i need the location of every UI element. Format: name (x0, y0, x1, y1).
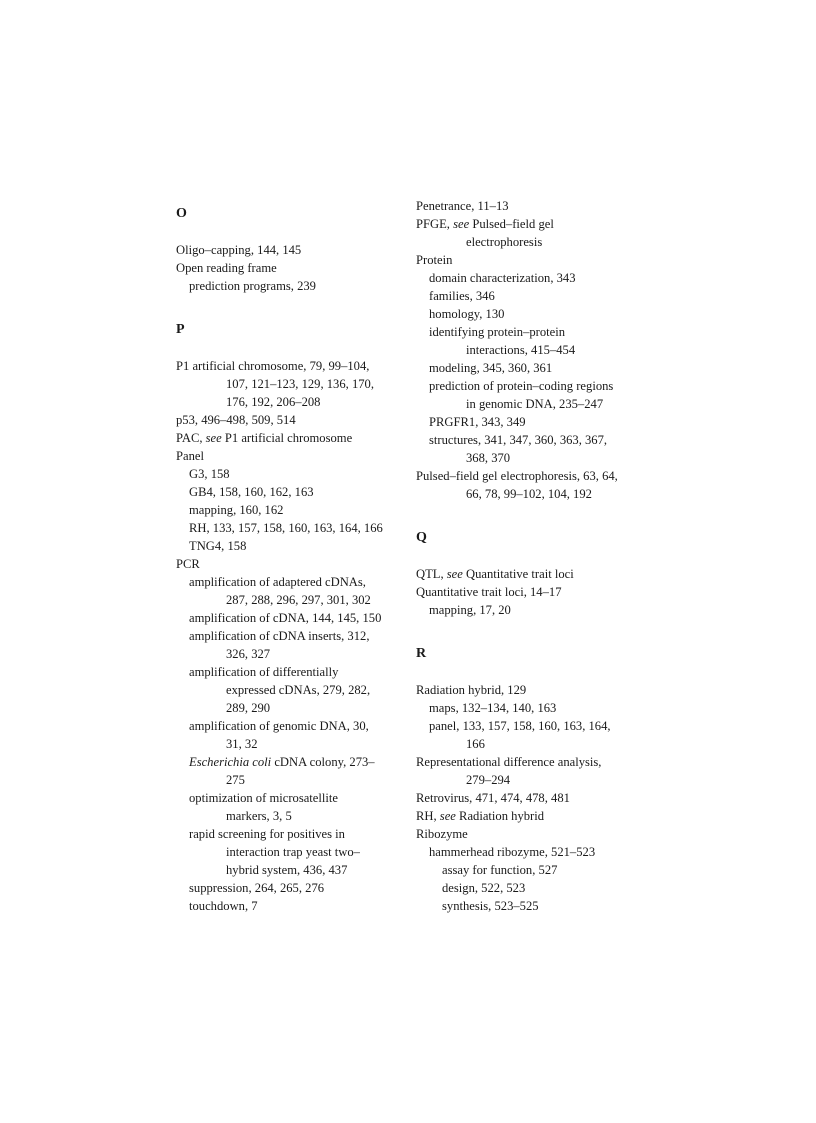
index-entry (176, 555, 401, 573)
index-entry-text: p53, 496–498, 509, 514 (176, 413, 296, 427)
index-entry-continuation: 368, 370 (466, 451, 511, 465)
index-entry (176, 609, 401, 627)
index-entry (416, 305, 646, 323)
index-entry (176, 429, 401, 447)
index-entry-text: Quantitative trait loci, 14–17 (416, 585, 562, 599)
index-entry-text: assay for function, 527 (442, 863, 558, 877)
index-entry-continuation: 107, 121–123, 129, 136, 170, (226, 377, 374, 391)
index-entry (176, 357, 401, 411)
index-entry (176, 483, 401, 501)
section-letter-r: R (416, 646, 427, 661)
index-entry-text: mapping, 17, 20 (429, 603, 511, 617)
index-entry (176, 879, 401, 897)
section-letter-p: P (176, 322, 185, 337)
index-entry-text: PAC, see P1 artificial chromosome (176, 431, 353, 445)
index-entry-text: Protein (416, 253, 453, 267)
index-entry (416, 565, 646, 583)
index-entry (176, 277, 401, 295)
index-entry (416, 359, 646, 377)
index-entry (176, 717, 401, 753)
index-entry (416, 861, 646, 879)
index-entry (416, 681, 646, 699)
index-entry-continuation: 287, 288, 296, 297, 301, 302 (226, 593, 371, 607)
index-entry (416, 413, 646, 431)
index-entry-text: RH, see Radiation hybrid (416, 809, 545, 823)
index-entry-text: Panel (176, 449, 204, 463)
index-entry (176, 573, 401, 609)
index-entry-continuation: in genomic DNA, 235–247 (466, 397, 604, 411)
index-entry-continuation: markers, 3, 5 (226, 809, 292, 823)
index-entry (176, 241, 401, 259)
index-entry-text: rapid screening for positives in (189, 827, 345, 841)
index-entry-text: Retrovirus, 471, 474, 478, 481 (416, 791, 570, 805)
index-entry-text: amplification of differentially (189, 665, 339, 679)
index-entry (176, 825, 401, 879)
index-entry-continuation: interaction trap yeast two– (226, 845, 360, 859)
index-entry (416, 753, 646, 789)
index-entry-continuation: hybrid system, 436, 437 (226, 863, 348, 877)
index-entry-text: amplification of cDNA inserts, 312, (189, 629, 370, 643)
index-entry (416, 843, 646, 861)
section-letter-q: Q (416, 530, 427, 545)
index-entry (416, 269, 646, 287)
index-entry-text: Representational difference analysis, (416, 755, 602, 769)
index-entry (416, 807, 646, 825)
index-entry-text: Open reading frame (176, 261, 277, 275)
index-entry-text: structures, 341, 347, 360, 363, 367, (429, 433, 608, 447)
index-entry-continuation: 326, 327 (226, 647, 271, 661)
index-entry-text: modeling, 345, 360, 361 (429, 361, 553, 375)
index-entry-text: optimization of microsatellite (189, 791, 338, 805)
index-entry (176, 789, 401, 825)
index-entry-text: touchdown, 7 (189, 899, 258, 913)
index-entry (416, 431, 646, 467)
index-entry (416, 377, 646, 413)
index-entry (416, 197, 646, 215)
index-entry-text: Oligo–capping, 144, 145 (176, 243, 302, 257)
index-entry-text: maps, 132–134, 140, 163 (429, 701, 557, 715)
index-entry-text: G3, 158 (189, 467, 230, 481)
index-entry-text: prediction programs, 239 (189, 279, 316, 293)
index-entry-continuation: 279–294 (466, 773, 511, 787)
index-entry-text: Pulsed–field gel electrophoresis, 63, 64, (416, 469, 618, 483)
index-entry (416, 825, 646, 843)
index-entry (176, 753, 401, 789)
index-entry (416, 583, 646, 601)
index-entry-continuation: interactions, 415–454 (466, 343, 576, 357)
index-entry-continuation: 176, 192, 206–208 (226, 395, 321, 409)
index-entry-continuation: 31, 32 (226, 737, 258, 751)
index-entry-text: PRGFR1, 343, 349 (429, 415, 526, 429)
index-entry (176, 411, 401, 429)
index-entry-text: homology, 130 (429, 307, 505, 321)
index-entry (416, 215, 646, 251)
index-entry (176, 537, 401, 555)
index-entry-text: Penetrance, 11–13 (416, 199, 509, 213)
index-entry-text: QTL, see Quantitative trait loci (416, 567, 574, 581)
index-entry (416, 251, 646, 269)
index-entry-text: Ribozyme (416, 827, 468, 841)
index-entry-text: PFGE, see Pulsed–field gel (416, 217, 554, 231)
index-entry-text: TNG4, 158 (189, 539, 247, 553)
index-entry-text: families, 346 (429, 289, 495, 303)
index-entry-text: mapping, 160, 162 (189, 503, 284, 517)
index-entry-text: RH, 133, 157, 158, 160, 163, 164, 166 (189, 521, 383, 535)
index-entry-text: synthesis, 523–525 (442, 899, 539, 913)
index-entry-text: Radiation hybrid, 129 (416, 683, 527, 697)
section-letter-o: O (176, 206, 187, 221)
index-entry (416, 287, 646, 305)
index-entry (416, 897, 646, 915)
index-entry (416, 323, 646, 359)
index-column-left (176, 197, 401, 915)
index-entry (416, 717, 646, 753)
index-entry (176, 897, 401, 915)
index-entry-text: amplification of genomic DNA, 30, (189, 719, 369, 733)
index-entry (176, 627, 401, 663)
index-entry-text: suppression, 264, 265, 276 (189, 881, 325, 895)
index-entry (416, 879, 646, 897)
index-entry (176, 519, 401, 537)
index-entry-text: amplification of cDNA, 144, 145, 150 (189, 611, 382, 625)
index-entry (416, 467, 646, 503)
index-entry-text: PCR (176, 557, 200, 571)
index-entry-continuation: 289, 290 (226, 701, 271, 715)
index-entry-text: amplification of adaptered cDNAs, (189, 575, 366, 589)
index-entry-text: hammerhead ribozyme, 521–523 (429, 845, 596, 859)
index-entry-continuation: 275 (226, 773, 245, 787)
index-entry-text: panel, 133, 157, 158, 160, 163, 164, (429, 719, 611, 733)
index-entry-text: domain characterization, 343 (429, 271, 576, 285)
index-entry-text: GB4, 158, 160, 162, 163 (189, 485, 314, 499)
index-entry-text: P1 artificial chromosome, 79, 99–104, (176, 359, 370, 373)
index-entry (176, 465, 401, 483)
index-column-right (416, 197, 646, 915)
index-entry (176, 259, 401, 277)
index-entry-continuation: 166 (466, 737, 485, 751)
index-entry (176, 663, 401, 717)
index-entry (416, 601, 646, 619)
index-entry-text: identifying protein–protein (429, 325, 566, 339)
index-entry-text: prediction of protein–coding regions (429, 379, 614, 393)
index-entry-continuation: 66, 78, 99–102, 104, 192 (466, 487, 592, 501)
index-entry-continuation: expressed cDNAs, 279, 282, (226, 683, 371, 697)
index-entry (416, 699, 646, 717)
index-entry (416, 789, 646, 807)
index-entry-text: design, 522, 523 (442, 881, 526, 895)
index-entry-continuation: electrophoresis (466, 235, 543, 249)
index-entry (176, 447, 401, 465)
index-entry-text: Escherichia coli cDNA colony, 273– (189, 755, 375, 769)
index-entry (176, 501, 401, 519)
